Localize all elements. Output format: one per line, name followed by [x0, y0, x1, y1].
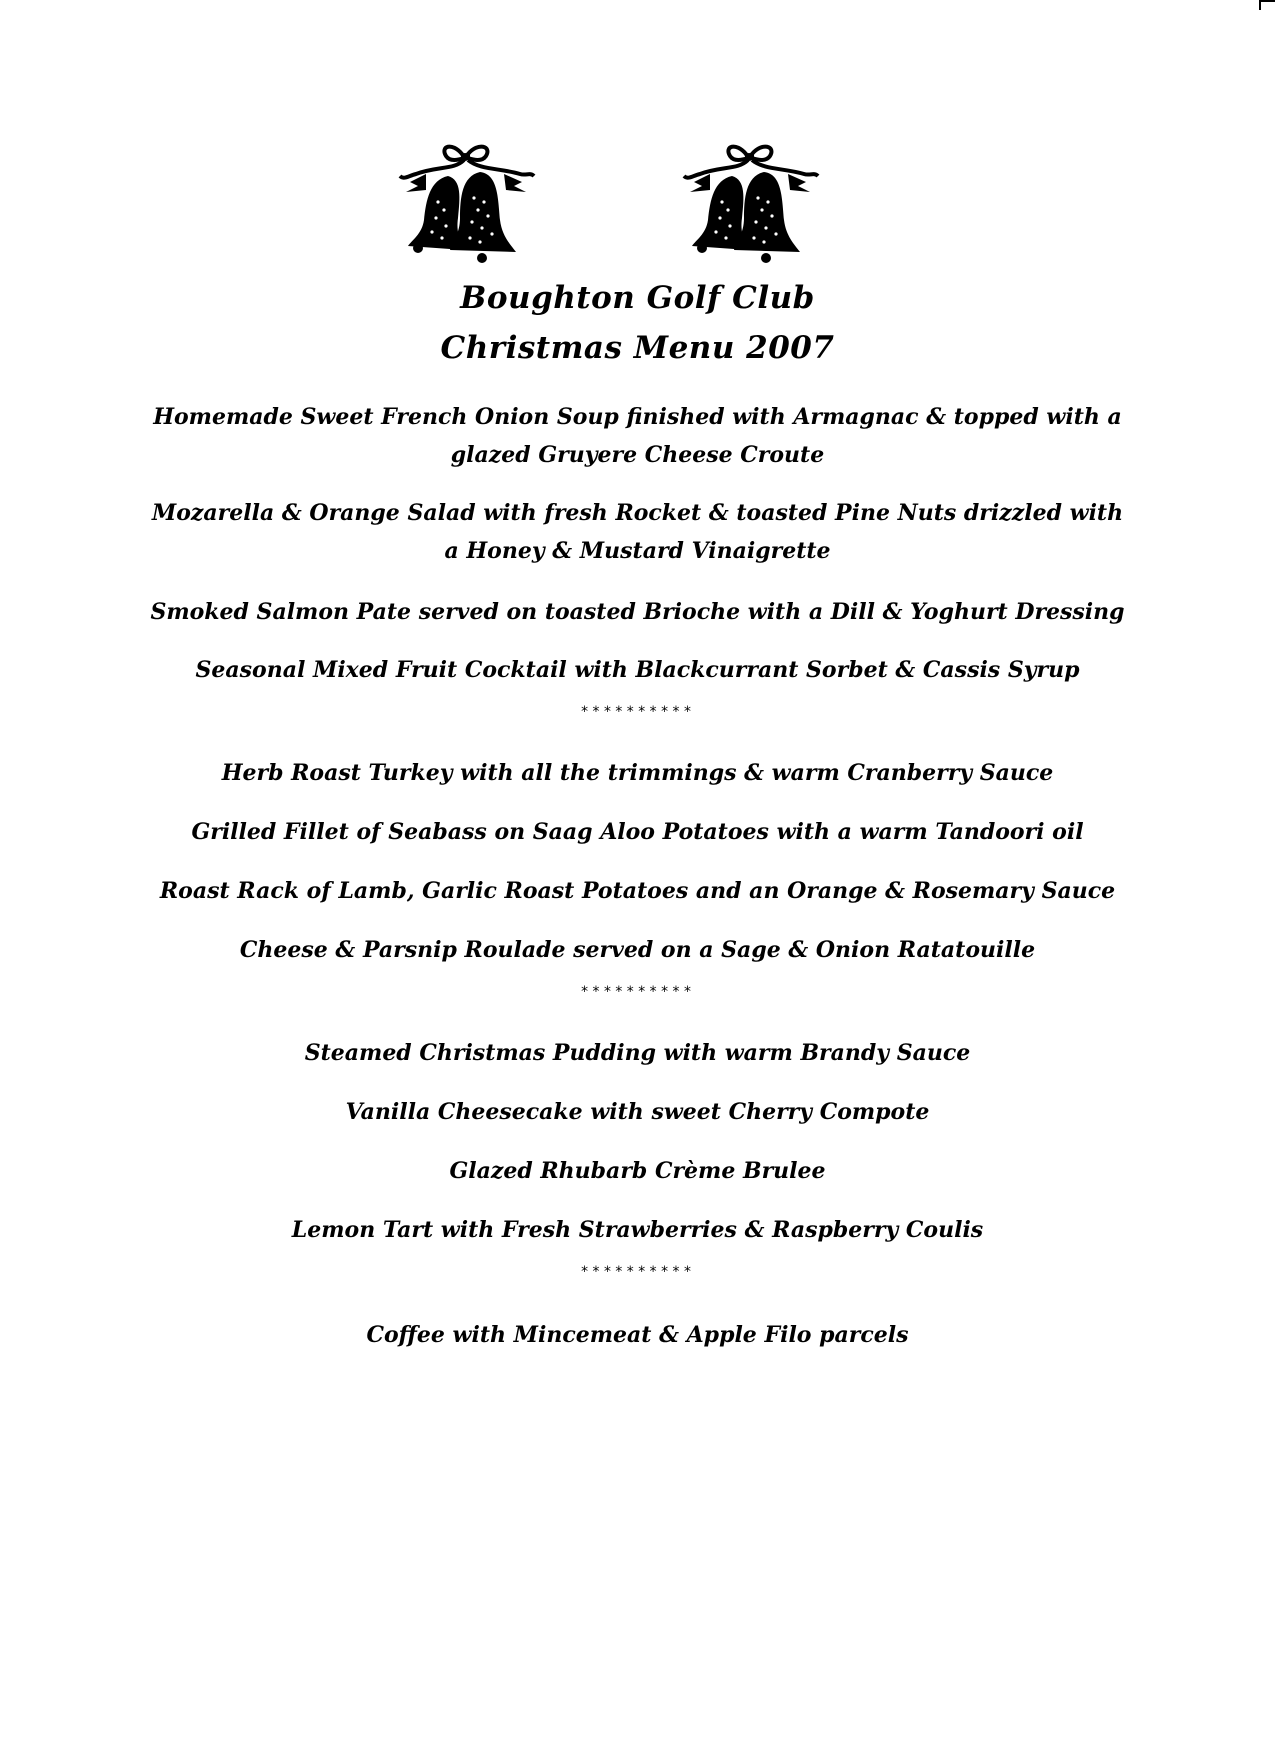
christmas-bells-icon	[680, 140, 820, 270]
menu-item-main: Herb Roast Turkey with all the trimmings & warm Cranberry Sauce	[221, 760, 1054, 786]
menu-item-main: Roast Rack of Lamb, Garlic Roast Potatoes and an Orange & Rosemary Sauce	[159, 878, 1116, 904]
menu-item-starter: Seasonal Mixed Fruit Cocktail with Blackcurrant Sorbet & Cassis Syrup	[195, 657, 1080, 683]
menu-item-main: Cheese & Parsnip Roulade served on a Sage & Onion Ratatouille	[239, 937, 1036, 963]
course-separator: **********	[580, 704, 695, 720]
menu-item-starter: Mozarella & Orange Salad with fresh Rocket & toasted Pine Nuts drizzled with a Honey & Mustard Vinaigrette	[151, 500, 1124, 564]
course-separator: **********	[580, 1264, 695, 1280]
menu-item-dessert: Glazed Rhubarb Crème Brulee	[449, 1158, 826, 1184]
page-title: Boughton Golf Club	[460, 280, 815, 316]
menu-item-dessert: Lemon Tart with Fresh Strawberries & Raspberry Coulis	[291, 1217, 984, 1243]
christmas-bells-icon	[396, 140, 536, 270]
menu-item-main: Grilled Fillet of Seabass on Saag Aloo Potatoes with a warm Tandoori oil	[191, 819, 1084, 845]
scan-corner-mark	[1259, 0, 1275, 10]
menu-item-dessert: Steamed Christmas Pudding with warm Brandy Sauce	[304, 1040, 971, 1066]
menu-item-starter: Homemade Sweet French Onion Soup finished with Armagnac & topped with a glazed Gruyere Cheese Croute	[153, 404, 1122, 468]
course-separator: **********	[580, 984, 695, 1000]
menu-item-dessert: Vanilla Cheesecake with sweet Cherry Compote	[345, 1099, 930, 1125]
menu-item-starter: Smoked Salmon Pate served on toasted Brioche with a Dill & Yoghurt Dressing	[150, 599, 1125, 625]
menu-item-coffee: Coffee with Mincemeat & Apple Filo parcels	[366, 1322, 909, 1348]
page-subtitle: Christmas Menu 2007	[440, 330, 835, 366]
